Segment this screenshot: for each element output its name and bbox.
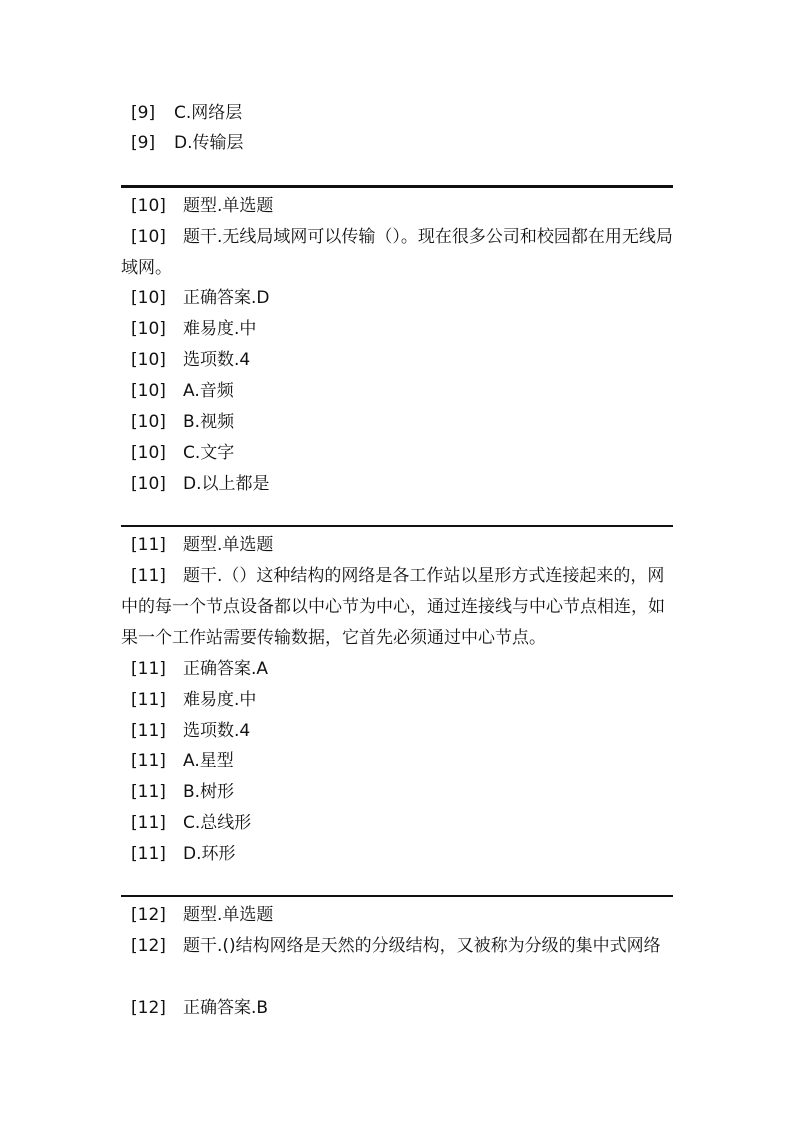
q12-type-text: 题型.单选题 <box>183 905 274 925</box>
q12-answer-text: 正确答案.B <box>183 998 269 1018</box>
q9-number: [9] <box>131 103 156 123</box>
q10-type-text: 题型.单选题 <box>183 196 274 216</box>
q11-number: [11] <box>131 535 166 555</box>
q9-number: [9] <box>131 133 156 153</box>
q9-option-c <box>131 102 242 124</box>
q10-number: [10] <box>131 381 166 401</box>
q11-option-d <box>131 843 236 865</box>
q10-option-b <box>131 411 234 433</box>
q10-answer <box>131 287 270 309</box>
q9-option-d-text: D.传输层 <box>174 133 244 153</box>
q10-option-count-text: 选项数.4 <box>183 350 251 370</box>
q10-number: [10] <box>131 474 166 494</box>
q10-difficulty-text: 难易度.中 <box>183 319 257 339</box>
q10-number: [10] <box>131 443 166 463</box>
q12-type <box>131 904 273 926</box>
q10-difficulty <box>131 318 256 340</box>
q11-number: [11] <box>131 721 166 741</box>
q10-option-c-text: C.文字 <box>183 443 235 463</box>
q11-option-c <box>131 812 251 834</box>
section-divider-q12 <box>121 895 673 897</box>
q11-difficulty <box>131 689 256 711</box>
q12-stem <box>121 931 681 962</box>
q10-option-b-text: B.视频 <box>183 412 235 432</box>
q10-answer-text: 正确答案.D <box>183 288 270 308</box>
q11-option-a <box>131 750 234 772</box>
q10-stem-text: 题干.无线局域网可以传输（）。现在很多公司和校园都在用无线局域网。 <box>121 227 673 278</box>
q11-number: [11] <box>131 690 166 710</box>
q11-stem-text: 题干.（）这种结构的网络是各工作站以星形方式连接起来的，网中的每一个节点设备都以中心节为中心，通过连接线与中心节点相连，如果一个工作站需要传输数据，它首先必须通过中心节点。 <box>121 566 665 648</box>
q12-stem-text: 题干.()结构网络是天然的分级结构，又被称为分级的集中式网络 <box>183 936 661 956</box>
q10-number: [10] <box>131 288 166 308</box>
q12-number: [12] <box>131 998 166 1018</box>
q9-option-d <box>131 132 244 154</box>
q11-number: [11] <box>131 566 166 586</box>
q10-stem <box>121 222 681 284</box>
q11-option-c-text: C.总线形 <box>183 813 252 833</box>
q10-number: [10] <box>131 350 166 370</box>
q11-stem <box>121 561 681 654</box>
q10-option-a-text: A.音频 <box>183 381 234 401</box>
q11-option-count-text: 选项数.4 <box>183 721 251 741</box>
q11-option-a-text: A.星型 <box>183 751 234 771</box>
q10-option-d-text: D.以上都是 <box>183 474 270 494</box>
q11-option-d-text: D.环形 <box>183 844 236 864</box>
section-divider-q11 <box>121 525 673 527</box>
q11-number: [11] <box>131 659 166 679</box>
q10-number: [10] <box>131 227 166 247</box>
q10-number: [10] <box>131 412 166 432</box>
q10-option-count <box>131 349 250 371</box>
q10-type <box>131 195 273 217</box>
q10-option-c <box>131 442 234 464</box>
q11-option-b <box>131 781 234 803</box>
q10-number: [10] <box>131 196 166 216</box>
q11-type <box>131 534 273 556</box>
q11-option-b-text: B.树形 <box>183 782 235 802</box>
q10-option-a <box>131 380 234 402</box>
q11-number: [11] <box>131 844 166 864</box>
q10-number: [10] <box>131 319 166 339</box>
q10-option-d <box>131 473 270 495</box>
q11-number: [11] <box>131 751 166 771</box>
q9-option-c-text: C.网络层 <box>174 103 243 123</box>
q11-option-count <box>131 720 250 742</box>
q12-number: [12] <box>131 905 166 925</box>
q11-type-text: 题型.单选题 <box>183 535 274 555</box>
q12-number: [12] <box>131 936 166 956</box>
q11-difficulty-text: 难易度.中 <box>183 690 257 710</box>
q11-answer-text: 正确答案.A <box>183 659 269 679</box>
q12-answer <box>131 997 268 1019</box>
q11-number: [11] <box>131 813 166 833</box>
q11-number: [11] <box>131 782 166 802</box>
section-divider-q10 <box>121 185 673 188</box>
q11-answer <box>131 658 268 680</box>
